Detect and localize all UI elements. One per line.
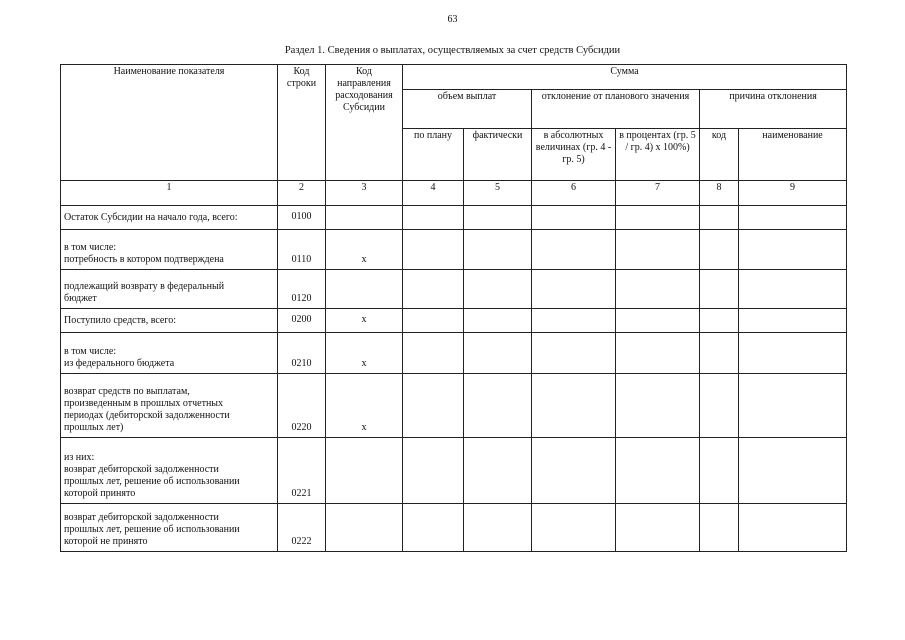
row-label-line: потребность в котором подтверждена (64, 254, 224, 265)
column-number: 7 (616, 181, 700, 206)
cell-planned[interactable] (403, 230, 464, 270)
cell-actual[interactable] (464, 270, 532, 309)
cell-absolute[interactable] (532, 374, 616, 438)
cell-actual[interactable] (464, 206, 532, 230)
row-label-line: которой не принято (64, 536, 148, 547)
cell-absolute[interactable] (532, 206, 616, 230)
row-code: 0222 (278, 504, 326, 552)
cell-actual[interactable] (464, 333, 532, 374)
cell-actual[interactable] (464, 438, 532, 504)
cell-absolute[interactable] (532, 230, 616, 270)
cell-actual[interactable] (464, 230, 532, 270)
cell-percent[interactable] (616, 309, 700, 333)
cell-actual[interactable] (464, 309, 532, 333)
row-label-line: Остаток Субсидии на начало года, всего: (64, 211, 238, 223)
header-percent: в процентах (гр. 5 / гр. 4) x 100%) (616, 129, 700, 181)
row-label (61, 333, 278, 374)
row-label (61, 230, 278, 270)
header-actual: фактически (464, 129, 532, 181)
cell-reason-name[interactable] (739, 270, 847, 309)
cell-percent[interactable] (616, 438, 700, 504)
row-direction (326, 438, 403, 504)
cell-planned[interactable] (403, 333, 464, 374)
header-deviation-reason: причина отклонения (700, 90, 847, 129)
header-row-1 (61, 65, 847, 90)
row-code: 0200 (278, 309, 326, 333)
row-label-line: прошлых лет, решение об использовании (64, 524, 240, 535)
cell-planned[interactable] (403, 206, 464, 230)
cell-reason-code[interactable] (700, 230, 739, 270)
row-label-line: возврат дебиторской задолженности (64, 464, 219, 475)
row-code: 0100 (278, 206, 326, 230)
cell-reason-name[interactable] (739, 374, 847, 438)
row-label-line: из них: (64, 452, 95, 463)
row-code: 0120 (278, 270, 326, 309)
cell-percent[interactable] (616, 206, 700, 230)
cell-percent[interactable] (616, 230, 700, 270)
row-label (61, 374, 278, 438)
payments-table (60, 64, 847, 552)
table-row (61, 230, 847, 270)
header-absolute: в абсолютных величинах (гр. 4 - гр. 5) (532, 129, 616, 181)
column-number: 9 (739, 181, 847, 206)
column-number: 3 (326, 181, 403, 206)
row-direction: x (326, 374, 403, 438)
header-payments-volume: объем выплат (403, 90, 532, 129)
cell-reason-code[interactable] (700, 438, 739, 504)
row-label (61, 206, 278, 230)
row-label-line: бюджет (64, 293, 97, 304)
cell-reason-code[interactable] (700, 333, 739, 374)
cell-absolute[interactable] (532, 309, 616, 333)
cell-absolute[interactable] (532, 504, 616, 552)
column-number: 4 (403, 181, 464, 206)
cell-reason-name[interactable] (739, 438, 847, 504)
row-label-line: в том числе: (64, 346, 117, 357)
cell-percent[interactable] (616, 504, 700, 552)
table-row (61, 504, 847, 552)
header-indicator-name: Наименование показателя (61, 65, 278, 181)
row-label-line: возврат средств по выплатам, (64, 386, 190, 397)
table-row (61, 438, 847, 504)
cell-reason-name[interactable] (739, 206, 847, 230)
header-amount: Сумма (403, 65, 847, 90)
row-label-line: периодах (дебиторской задолженности (64, 410, 230, 421)
row-direction: x (326, 333, 403, 374)
row-direction (326, 270, 403, 309)
table-row (61, 374, 847, 438)
row-label (61, 270, 278, 309)
row-direction (326, 206, 403, 230)
row-direction (326, 504, 403, 552)
cell-percent[interactable] (616, 374, 700, 438)
row-label (61, 438, 278, 504)
header-line-code: Код строки (278, 65, 326, 181)
row-direction: x (326, 230, 403, 270)
column-number: 6 (532, 181, 616, 206)
cell-percent[interactable] (616, 333, 700, 374)
cell-reason-code[interactable] (700, 504, 739, 552)
cell-reason-code[interactable] (700, 270, 739, 309)
cell-reason-code[interactable] (700, 309, 739, 333)
header-deviation: отклонение от планового значения (532, 90, 700, 129)
row-label-line: прошлых лет, решение об использовании (64, 476, 240, 487)
table-row (61, 309, 847, 333)
row-label-line: Поступило средств, всего: (64, 314, 176, 326)
column-number: 5 (464, 181, 532, 206)
row-label-line: которой принято (64, 488, 136, 499)
table-row (61, 270, 847, 309)
row-code: 0110 (278, 230, 326, 270)
row-direction: x (326, 309, 403, 333)
column-number: 2 (278, 181, 326, 206)
cell-percent[interactable] (616, 270, 700, 309)
column-numbers-row (61, 181, 847, 206)
cell-planned[interactable] (403, 438, 464, 504)
row-code: 0221 (278, 438, 326, 504)
header-direction-code: Код направления расходования Субсидии (326, 65, 403, 181)
cell-reason-name[interactable] (739, 333, 847, 374)
row-label-line: в том числе: (64, 242, 117, 253)
table-row (61, 333, 847, 374)
cell-planned[interactable] (403, 270, 464, 309)
table-row (61, 206, 847, 230)
cell-reason-code[interactable] (700, 374, 739, 438)
header-planned: по плану (403, 129, 464, 181)
cell-actual[interactable] (464, 374, 532, 438)
row-label (61, 504, 278, 552)
page-number: 63 (447, 14, 458, 25)
cell-planned[interactable] (403, 504, 464, 552)
row-label-line: подлежащий возврату в федеральный (64, 281, 225, 292)
column-number: 1 (61, 181, 278, 206)
cell-reason-code[interactable] (700, 206, 739, 230)
row-label-line: произведенным в прошлых отчетных (64, 398, 224, 409)
cell-absolute[interactable] (532, 333, 616, 374)
cell-planned[interactable] (403, 374, 464, 438)
section-title: Раздел 1. Сведения о выплатах, осуществляемых за счет средств Субсидии (284, 45, 621, 56)
header-reason-code: код (700, 129, 739, 181)
row-label (61, 309, 278, 333)
cell-actual[interactable] (464, 504, 532, 552)
header-reason-name: наименование (739, 129, 847, 181)
cell-reason-name[interactable] (739, 230, 847, 270)
cell-absolute[interactable] (532, 438, 616, 504)
row-code: 0220 (278, 374, 326, 438)
cell-reason-name[interactable] (739, 504, 847, 552)
column-number: 8 (700, 181, 739, 206)
row-code: 0210 (278, 333, 326, 374)
cell-absolute[interactable] (532, 270, 616, 309)
cell-planned[interactable] (403, 309, 464, 333)
row-label-line: из федерального бюджета (64, 358, 175, 369)
cell-reason-name[interactable] (739, 309, 847, 333)
row-label-line: возврат дебиторской задолженности (64, 512, 219, 523)
row-label-line: прошлых лет) (64, 422, 124, 433)
